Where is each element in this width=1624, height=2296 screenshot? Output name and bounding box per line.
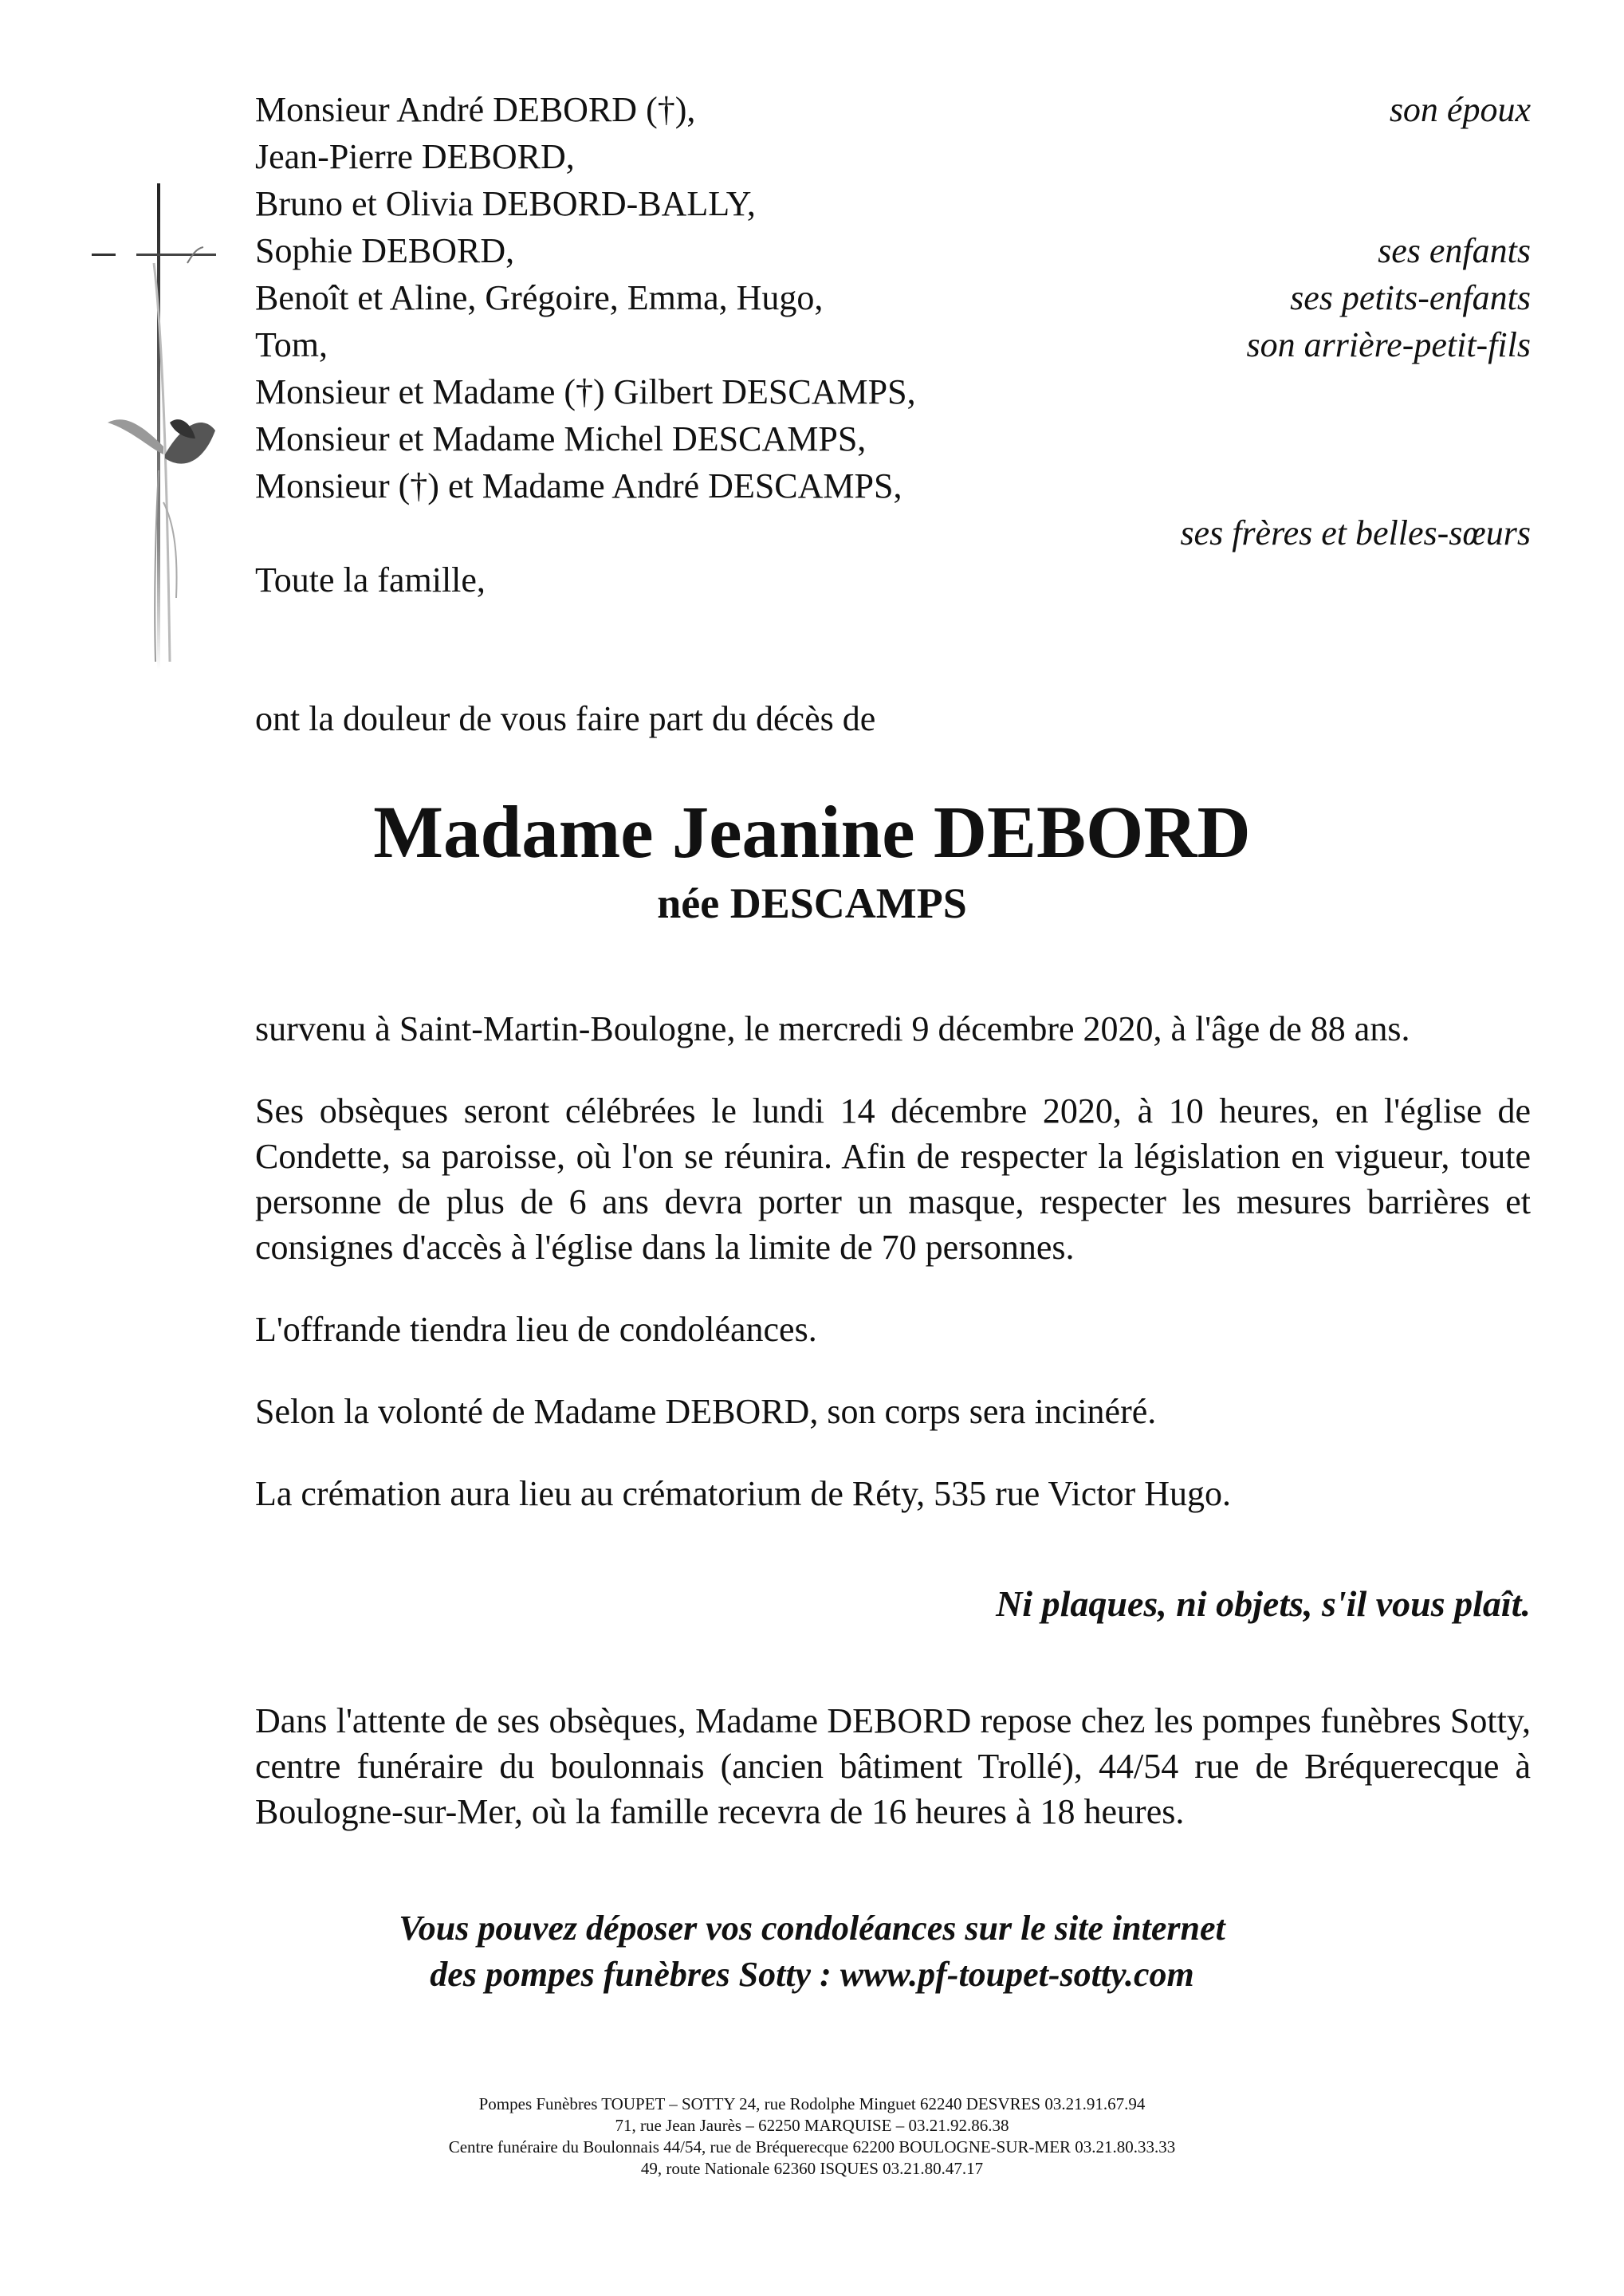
family-row	[255, 133, 1531, 180]
family-row	[255, 368, 1531, 415]
funeral-home-footer	[0, 2094, 1624, 2180]
family-relation: ses frères et belles-sœurs	[1180, 513, 1531, 552]
family-name: Monsieur André DEBORD (†),	[255, 90, 696, 129]
paragraph-cremation-wish: Selon la volonté de Madame DEBORD, son corps sera incinéré.	[255, 1392, 1157, 1431]
family-name: Sophie DEBORD,	[255, 231, 515, 270]
deceased-block	[0, 789, 1624, 930]
condolences-line: Vous pouvez déposer vos condoléances sur le site internet	[399, 1909, 1225, 1948]
family-relation: ses enfants	[1378, 231, 1531, 270]
family-row	[255, 86, 1531, 133]
deceased-name: Madame Jeanine DEBORD	[373, 792, 1251, 874]
family-name: Monsieur et Madame Michel DESCAMPS,	[255, 419, 867, 458]
paragraph-crematorium: La crémation aura lieu au crématorium de Réty, 535 rue Victor Hugo.	[255, 1474, 1232, 1513]
family-row	[255, 462, 1531, 509]
visitation-paragraph: Dans l'attente de ses obsèques, Madame DEBORD repose chez les pompes funèbres Sotty, centre funéraire du boulonnais (ancien bâtiment Trollé), 44/54 rue de Bréquerecque à Boulogne-sur-Mer, où la famille recevra de 16 heures à 18 heures.	[255, 1701, 1531, 1831]
family-row	[255, 180, 1531, 227]
cross-lily-icon	[76, 183, 235, 694]
family-name: Jean-Pierre DEBORD,	[255, 137, 575, 176]
footer-line: Centre funéraire du Boulonnais 44/54, rue de Bréquerecque 62200 BOULOGNE-SUR-MER 03.21.80.33.33	[448, 2137, 1176, 2156]
details-body	[255, 1006, 1531, 1516]
footer-line: 49, route Nationale 62360 ISQUES 03.21.80.47.17	[640, 2159, 984, 2178]
family-relation: son arrière-petit-fils	[1246, 325, 1531, 364]
family-name: Bruno et Olivia DEBORD-BALLY,	[255, 184, 756, 223]
paragraph-death: survenu à Saint-Martin-Boulogne, le mercredi 9 décembre 2020, à l'âge de 88 ans.	[255, 1009, 1410, 1048]
condolences-line: des pompes funèbres Sotty : www.pf-toupet-sotty.com	[430, 1955, 1194, 1994]
paragraph-funeral: Ses obsèques seront célébrées le lundi 14 décembre 2020, à 10 heures, en l'église de Condette, sa paroisse, où l'on se réunira. Afin de respecter la législation en vigueur, toute personne de plus de 6 ans devra porter un masque, respecter les mesures barrières et consignes d'accès à l'église dans la limite de 70 personnes.	[255, 1091, 1531, 1267]
family-row	[255, 509, 1531, 556]
condolences-notice	[0, 1905, 1624, 1998]
footer-line: 71, rue Jean Jaurès – 62250 MARQUISE – 03.21.92.86.38	[615, 2116, 1009, 2135]
family-relation: ses petits-enfants	[1290, 278, 1531, 317]
family-list	[255, 86, 1531, 603]
family-name: Monsieur et Madame (†) Gilbert DESCAMPS,	[255, 372, 916, 411]
family-row	[255, 321, 1531, 368]
deceased-maiden-name: née DESCAMPS	[657, 879, 967, 927]
footer-line: Pompes Funèbres TOUPET – SOTTY 24, rue Rodolphe Minguet 62240 DESVRES 03.21.91.67.94	[478, 2094, 1146, 2113]
family-name: Tom,	[255, 325, 328, 364]
family-name: Toute la famille,	[255, 560, 486, 600]
family-name: Monsieur (†) et Madame André DESCAMPS,	[255, 466, 902, 505]
family-row	[255, 556, 1531, 603]
family-row	[255, 227, 1531, 274]
family-name: Benoît et Aline, Grégoire, Emma, Hugo,	[255, 278, 824, 317]
paragraph-offering: L'offrande tiendra lieu de condoléances.	[255, 1310, 817, 1349]
no-flowers-note: Ni plaques, ni objets, s'il vous plaît.	[996, 1583, 1531, 1624]
family-row	[255, 415, 1531, 462]
announcement-intro: ont la douleur de vous faire part du décès de	[255, 699, 876, 738]
family-relation: son époux	[1389, 90, 1531, 129]
family-row	[255, 274, 1531, 321]
